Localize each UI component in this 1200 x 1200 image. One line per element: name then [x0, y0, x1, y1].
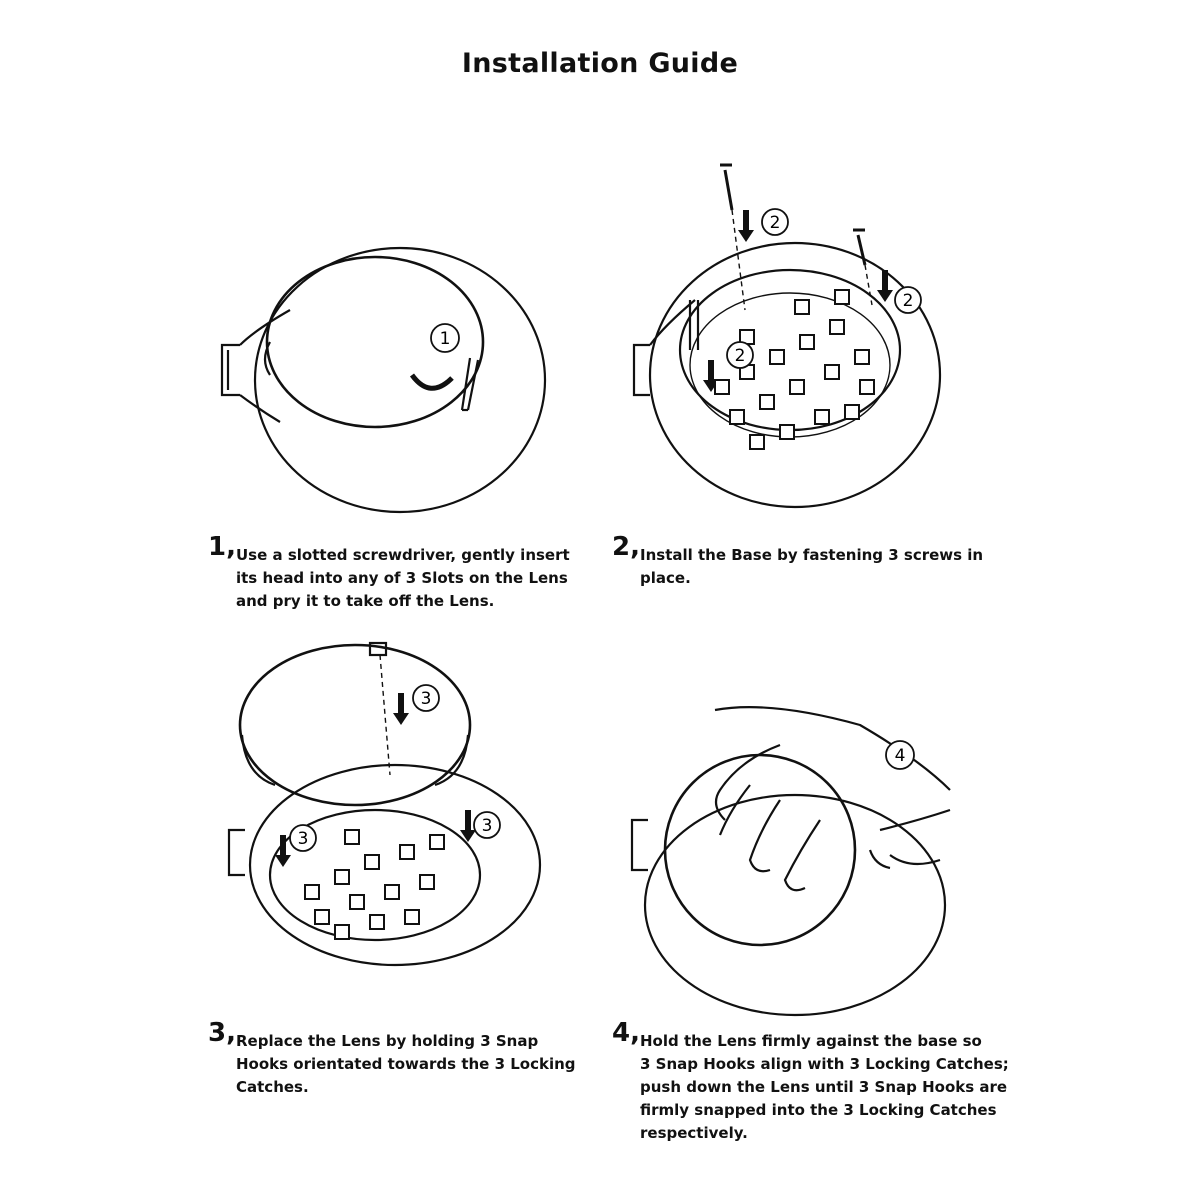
caption-line: Replace the Lens by holding 3 Snap	[236, 1032, 539, 1050]
caption-line: Catches.	[236, 1078, 309, 1096]
step-3-illustration	[215, 635, 555, 965]
step-2-caption	[612, 532, 1000, 590]
step-number: 2,	[612, 532, 640, 562]
callout-1-icon	[431, 324, 459, 352]
page-title: Installation Guide	[461, 48, 739, 79]
svg-text:3: 3	[297, 829, 309, 849]
caption-line: respectively.	[640, 1124, 748, 1142]
step-4-illustration	[620, 690, 1000, 1020]
caption-line: 3 Snap Hooks align with 3 Locking Catches;	[640, 1055, 1009, 1073]
svg-text:3: 3	[420, 689, 432, 709]
step-4-caption	[612, 1018, 1020, 1145]
step-number: 3,	[208, 1018, 236, 1048]
svg-text:2: 2	[902, 291, 914, 311]
caption-line: firmly snapped into the 3 Locking Catches	[640, 1101, 997, 1119]
step-2-illustration	[620, 150, 960, 530]
step-1-caption	[208, 532, 576, 613]
caption-line: place.	[640, 569, 691, 587]
caption-line: Use a slotted screwdriver, gently insert	[236, 546, 570, 564]
callout-2-icon	[727, 209, 921, 368]
svg-text:3: 3	[481, 816, 493, 836]
caption-line: Hold the Lens firmly against the base so	[640, 1032, 982, 1050]
step-number: 1,	[208, 532, 236, 562]
caption-line: Hooks orientated towards the 3 Locking	[236, 1055, 576, 1073]
step-3-caption	[208, 1018, 576, 1099]
caption-line: its head into any of 3 Slots on the Lens	[236, 569, 568, 587]
callout-4-icon	[886, 741, 914, 769]
caption-line: push down the Lens until 3 Snap Hooks are	[640, 1078, 1008, 1096]
caption-line: Install the Base by fastening 3 screws in	[640, 546, 984, 564]
step-1-illustration	[200, 250, 560, 530]
svg-text:4: 4	[894, 746, 906, 766]
caption-line: and pry it to take off the Lens.	[236, 592, 495, 610]
step-number: 4,	[612, 1018, 640, 1048]
svg-text:2: 2	[769, 213, 781, 233]
svg-text:2: 2	[734, 346, 746, 366]
svg-text:1: 1	[439, 329, 451, 349]
